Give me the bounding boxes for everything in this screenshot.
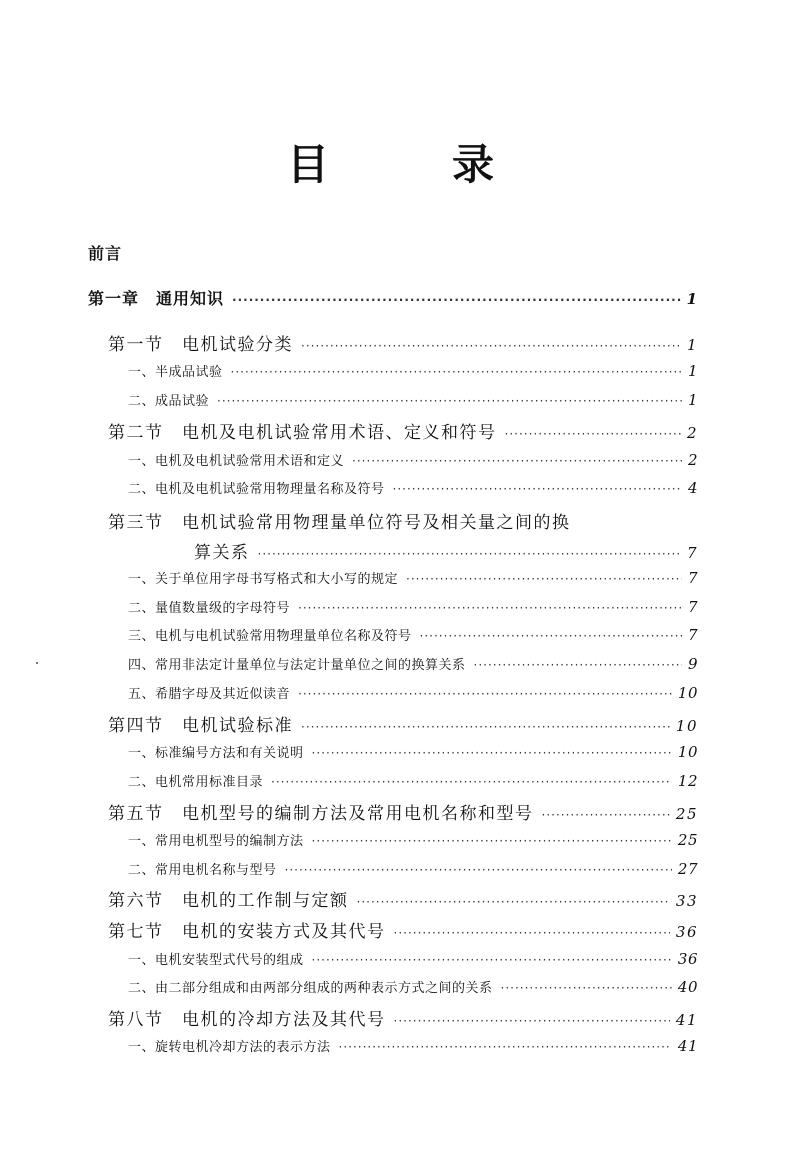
toc-page-number: 36 [675, 923, 698, 941]
toc-label: 一、关于单位用字母书写格式和大小写的规定 [128, 572, 399, 587]
toc-label: 四、常用非法定计量单位与法定计量单位之间的换算关系 [128, 658, 466, 673]
toc-section-8[interactable] [108, 1005, 698, 1030]
toc-label: 第五节 电机型号的编制方法及常用电机名称和型号 [108, 804, 534, 824]
toc-label: 一、电机安装型式代号的组成 [128, 953, 304, 968]
toc-page-number: 33 [675, 892, 698, 910]
toc-item[interactable] [128, 830, 698, 849]
toc-page-number: 41 [675, 1011, 698, 1029]
toc-page-number: 7 [687, 626, 698, 644]
dot-leader [406, 572, 682, 586]
toc-item[interactable] [128, 771, 698, 790]
toc-item[interactable] [128, 478, 698, 497]
toc-label: 第七节 电机的安装方式及其代号 [108, 922, 386, 942]
dot-leader [301, 720, 670, 734]
toc-label: 二、成品试验 [128, 394, 210, 409]
toc-label: 第一章 通用知识 [88, 289, 225, 308]
dot-leader [312, 746, 672, 760]
toc-chapter-1[interactable] [88, 286, 698, 309]
toc-section-3[interactable] [194, 538, 698, 563]
toc-label: 第六节 电机的工作制与定额 [108, 891, 349, 911]
toc-label: 二、电机常用标准目录 [128, 775, 264, 790]
toc-item[interactable] [128, 683, 698, 702]
toc-label: 算关系 [194, 543, 250, 563]
toc-page-number: 1 [686, 336, 698, 354]
toc-page-number: 7 [687, 569, 698, 587]
title-char-right: 录 [452, 140, 495, 189]
dot-leader [271, 775, 672, 789]
toc-label: 三、电机与电机试验常用物理量单位名称及符号 [128, 629, 412, 644]
toc-section-1[interactable] [108, 330, 698, 355]
dot-leader [339, 1040, 672, 1054]
dot-leader [474, 658, 682, 672]
toc-section-6[interactable] [108, 886, 698, 911]
toc-page-number: 9 [687, 655, 698, 673]
dot-leader [357, 895, 670, 909]
toc-item[interactable] [128, 450, 698, 469]
toc-item[interactable] [128, 654, 698, 673]
toc-label: 二、由二部分组成和由两部分组成的两种表示方式之间的关系 [128, 981, 493, 996]
dot-leader [258, 547, 681, 561]
dot-leader [312, 953, 672, 967]
toc-label: 二、电机及电机试验常用物理量名称及符号 [128, 482, 385, 497]
scan-speck [36, 662, 38, 664]
toc-label: 五、希腊字母及其近似读音 [128, 687, 291, 702]
dot-leader [298, 601, 682, 615]
toc-section-3-line1[interactable]: 第三节 电机试验常用物理量单位符号及相关量之间的换 [108, 513, 571, 533]
toc-label: 一、标准编号方法和有关说明 [128, 746, 304, 761]
toc-item[interactable] [128, 859, 698, 878]
dot-leader [301, 339, 681, 353]
dot-leader [217, 394, 682, 408]
toc-preface[interactable]: 前言 [88, 244, 123, 263]
toc-label: 一、旋转电机冷却方法的表示方法 [128, 1040, 331, 1055]
toc-label: 第二节 电机及电机试验常用术语、定义和符号 [108, 423, 497, 443]
toc-item[interactable] [128, 390, 698, 409]
dot-leader [394, 926, 670, 940]
toc-item[interactable] [128, 625, 698, 644]
toc-page-number: 10 [677, 743, 698, 761]
toc-label: 二、常用电机名称与型号 [128, 863, 277, 878]
dot-leader [505, 427, 681, 441]
toc-page-number: 2 [686, 424, 698, 442]
dot-leader [420, 629, 682, 643]
toc-page-number: 25 [677, 831, 698, 849]
dot-leader [501, 981, 672, 995]
toc-item[interactable] [128, 977, 698, 996]
toc-item[interactable] [128, 1036, 698, 1055]
toc-page-number: 25 [675, 805, 698, 823]
toc-page-number: 1 [686, 290, 698, 308]
dot-leader [352, 454, 682, 468]
toc-page-number: 10 [677, 684, 698, 702]
toc-label: 第八节 电机的冷却方法及其代号 [108, 1010, 386, 1030]
toc-section-7[interactable] [108, 917, 698, 942]
dot-leader [393, 482, 682, 496]
toc-page-number: 40 [677, 978, 698, 996]
toc-page-number: 7 [687, 598, 698, 616]
toc-label: 二、量值数量级的字母符号 [128, 601, 291, 616]
toc-label: 第一节 电机试验分类 [108, 335, 293, 355]
toc-label: 第四节 电机试验标准 [108, 716, 293, 736]
toc-item[interactable] [128, 949, 698, 968]
toc-page-number: 7 [686, 544, 698, 562]
toc-page-number: 4 [687, 479, 698, 497]
toc-item[interactable] [128, 742, 698, 761]
toc-label: 一、电机及电机试验常用术语和定义 [128, 454, 345, 469]
toc-page-number: 41 [677, 1037, 698, 1055]
toc-page-number: 12 [677, 772, 698, 790]
dot-leader [231, 365, 682, 379]
dot-leader [232, 293, 681, 307]
toc-section-4[interactable] [108, 711, 698, 736]
toc-page-number: 1 [687, 391, 698, 409]
dot-leader [542, 808, 670, 822]
toc-item[interactable] [128, 361, 698, 380]
toc-page-number: 27 [677, 860, 698, 878]
toc-section-5[interactable] [108, 799, 698, 824]
dot-leader [312, 834, 672, 848]
dot-leader [285, 863, 672, 877]
toc-label: 一、半成品试验 [128, 365, 223, 380]
toc-section-2[interactable] [108, 418, 698, 443]
toc-page-number: 2 [687, 451, 698, 469]
toc-page-number: 10 [675, 717, 698, 735]
title-char-left: 目 [287, 140, 330, 189]
toc-label: 一、常用电机型号的编制方法 [128, 834, 304, 849]
toc-item[interactable] [128, 568, 698, 587]
dot-leader [298, 687, 672, 701]
toc-page-number: 1 [687, 362, 698, 380]
toc-page-number: 36 [677, 950, 698, 968]
toc-item[interactable] [128, 597, 698, 616]
dot-leader [394, 1014, 670, 1028]
